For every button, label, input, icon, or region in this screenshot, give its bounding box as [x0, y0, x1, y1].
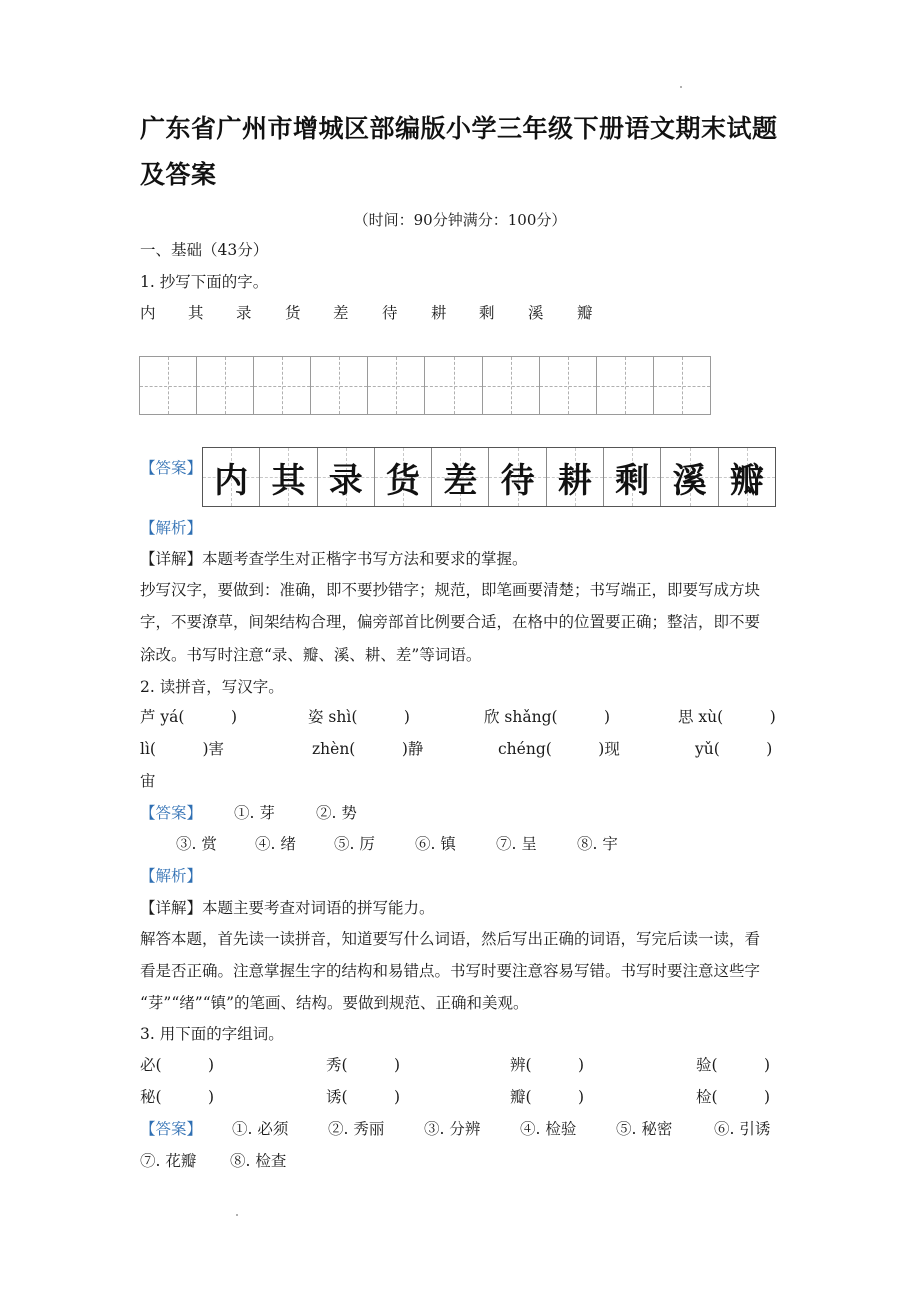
answer-grid-cell: 其 — [260, 448, 317, 506]
answer-grid-cell: 耕 — [547, 448, 604, 506]
q3-answer: ⑤. 秘密 — [616, 1120, 673, 1138]
q3-item: 验( ) — [696, 1056, 771, 1074]
q2-item: 姿 shì( ) — [308, 708, 410, 726]
section-heading: 一、基础（43分） — [140, 241, 269, 259]
answer-grid-cell: 录 — [318, 448, 375, 506]
q3-item: 辨( ) — [510, 1056, 585, 1074]
writing-grid-cell[interactable] — [597, 357, 654, 414]
q1-prompt: 1. 抄写下面的字。 — [140, 273, 269, 291]
q2-answer: ⑥. 镇 — [415, 835, 456, 853]
q2-explanation: 解答本题，首先读一读拼音，知道要写什么词语，然后写出正确的词语，写完后读一读，看 — [140, 930, 761, 948]
answer-grid-cell: 待 — [489, 448, 546, 506]
answer-grid — [202, 447, 776, 507]
q2-answer: ⑧. 宇 — [577, 835, 618, 853]
q3-item: 秘( ) — [140, 1088, 215, 1106]
q2-item: 思 xù( ) — [678, 708, 776, 726]
q3-item: 必( ) — [140, 1056, 215, 1074]
page-mark — [236, 1214, 238, 1216]
q3-answer: ⑥. 引诱 — [714, 1120, 771, 1138]
q2-item: lì( )害 — [140, 740, 225, 758]
q1-explanation: 抄写汉字，要做到：准确，即不要抄错字；规范，即笔画要清楚；书写端正，即要写成方块 — [140, 581, 761, 599]
q2-answer: ①. 芽 — [234, 804, 275, 822]
exam-time-info: （时间：90分钟满分：100分） — [353, 211, 567, 229]
q1-answer-label: 【答案】 — [140, 459, 203, 477]
q2-item: chéng( )现 — [498, 740, 620, 758]
q1-char: 内 — [140, 304, 156, 322]
q1-char: 差 — [333, 304, 349, 322]
q2-item: zhèn( )静 — [312, 740, 424, 758]
q3-answer: ④. 检验 — [520, 1120, 577, 1138]
answer-grid-cell: 溪 — [661, 448, 718, 506]
writing-grid-cell[interactable] — [140, 357, 197, 414]
q2-answer: ⑤. 厉 — [334, 835, 375, 853]
q1-char: 待 — [382, 304, 398, 322]
q2-answer: ⑦. 呈 — [496, 835, 537, 853]
q1-explanation: 涂改。书写时注意“录、瓣、溪、耕、差”等词语。 — [140, 646, 482, 664]
q2-answer: ③. 赏 — [176, 835, 217, 853]
q3-answer: ②. 秀丽 — [328, 1120, 385, 1138]
q2-answer: ②. 势 — [316, 804, 357, 822]
answer-grid-cell: 剩 — [604, 448, 661, 506]
q2-analysis-label: 【解析】 — [140, 867, 203, 885]
q3-answer: ①. 必须 — [232, 1120, 289, 1138]
answer-grid-cell: 瓣 — [719, 448, 775, 506]
writing-grid-cell[interactable] — [197, 357, 254, 414]
answer-grid-cell: 货 — [375, 448, 432, 506]
writing-grid-cell[interactable] — [368, 357, 425, 414]
q1-analysis-label: 【解析】 — [140, 519, 203, 537]
q1-char: 瓣 — [577, 304, 593, 322]
q1-char: 货 — [285, 304, 301, 322]
q3-item: 秀( ) — [326, 1056, 401, 1074]
q1-char: 录 — [236, 304, 252, 322]
q3-prompt: 3. 用下面的字组词。 — [140, 1025, 284, 1043]
document-title-cont: 及答案 — [140, 160, 217, 189]
q1-char: 剩 — [479, 304, 495, 322]
writing-grid-cell[interactable] — [483, 357, 540, 414]
answer-grid-cell: 内 — [203, 448, 260, 506]
q2-answer-label: 【答案】 — [140, 804, 203, 822]
q1-explanation: 字，不要潦草，间架结构合理，偏旁部首比例要合适，在格中的位置要正确；整洁，即不要 — [140, 613, 761, 631]
q2-explanation: “芽”“绪”“镇”的笔画、结构。要做到规范、正确和美观。 — [140, 994, 529, 1012]
writing-grid-cell[interactable] — [254, 357, 311, 414]
q3-answer: ⑧. 检查 — [230, 1152, 287, 1170]
document-title: 广东省广州市增城区部编版小学三年级下册语文期末试题 — [140, 114, 778, 143]
q1-char: 耕 — [431, 304, 447, 322]
q3-item: 检( ) — [696, 1088, 771, 1106]
q2-detail: 【详解】本题主要考查对词语的拼写能力。 — [140, 899, 435, 917]
q1-detail: 【详解】本题考查学生对正楷字书写方法和要求的掌握。 — [140, 550, 528, 568]
q3-answer: ③. 分辨 — [424, 1120, 481, 1138]
q2-item-cont: 宙 — [140, 772, 156, 790]
q3-answer-label: 【答案】 — [140, 1120, 203, 1138]
q2-item: 欣 shǎng( ) — [484, 708, 611, 726]
answer-grid-cell: 差 — [432, 448, 489, 506]
q1-char: 其 — [188, 304, 204, 322]
writing-grid-cell[interactable] — [540, 357, 597, 414]
q3-item: 诱( ) — [326, 1088, 401, 1106]
q2-item: yǔ( ) — [695, 740, 773, 758]
writing-grid-cell[interactable] — [654, 357, 710, 414]
q3-item: 瓣( ) — [510, 1088, 585, 1106]
q2-explanation: 看是否正确。注意掌握生字的结构和易错点。书写时要注意容易写错。书写时要注意这些字 — [140, 962, 761, 980]
q3-answer: ⑦. 花瓣 — [140, 1152, 197, 1170]
writing-grid[interactable] — [139, 356, 711, 415]
q1-char: 溪 — [528, 304, 544, 322]
writing-grid-cell[interactable] — [425, 357, 482, 414]
q2-prompt: 2. 读拼音，写汉字。 — [140, 678, 284, 696]
q2-answer: ④. 绪 — [255, 835, 296, 853]
writing-grid-cell[interactable] — [311, 357, 368, 414]
page-mark — [680, 86, 682, 88]
q2-item: 芦 yá( ) — [140, 708, 238, 726]
